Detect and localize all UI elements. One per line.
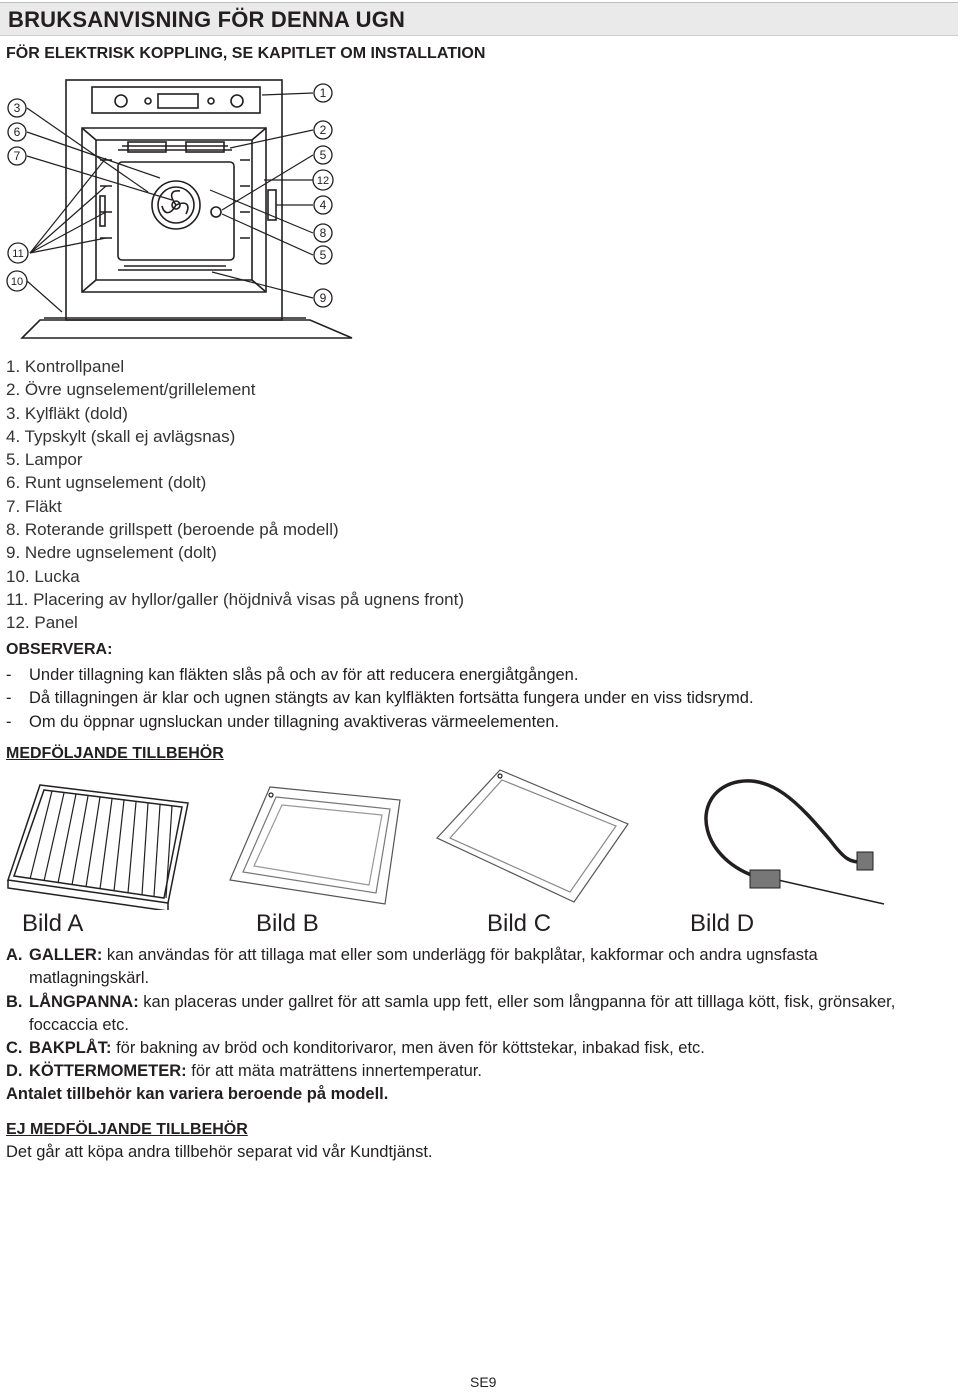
accessory-name: LÅNGPANNA: (29, 992, 139, 1011)
subtitle: FÖR ELEKTRISK KOPPLING, SE KAPITLET OM INSTALLATION (6, 45, 486, 62)
accessory-text: för att mäta maträttens innertemperatur. (186, 1062, 482, 1081)
page-number: SE9 (470, 1374, 497, 1390)
accessory-text: för bakning av bröd och konditorivaror, men även för köttstekar, inbakad fisk, etc. (111, 1039, 705, 1058)
observe-item: - Om du öppnar ugnsluckan under tillagning avaktiveras värmeelementen. (6, 711, 754, 734)
header-bar (0, 2, 958, 36)
callout-9: 9 (319, 291, 327, 305)
callout-4: 4 (319, 198, 327, 212)
part-item: 9. Nedre ugnselement (dolt) (6, 543, 217, 563)
accessory-key: C. (6, 1039, 23, 1058)
accessories-heading: MEDFÖLJANDE TILLBEHÖR (6, 745, 224, 762)
not-included-text: Det går att köpa andra tillbehör separat vid vår Kundtjänst. (6, 1143, 433, 1161)
callout-10: 10 (10, 276, 24, 288)
page-title: BRUKSANVISNING FÖR DENNA UGN (8, 7, 406, 32)
callout-5: 5 (319, 148, 327, 162)
drip-pan-illustration (230, 787, 400, 904)
accessories-illustration (0, 765, 960, 910)
accessory-name: GALLER: (29, 946, 103, 964)
part-item: 7. Fläkt (6, 496, 62, 516)
observe-list (6, 664, 754, 734)
observe-item: - Då tillagningen är klar och ugnen stängts av kan kylfläkten fortsätta fungera under en viss tidsrymd. (6, 687, 754, 710)
callout-6: 6 (13, 125, 21, 139)
part-item: 12. Panel (6, 613, 78, 633)
part-item: 10. Lucka (6, 566, 80, 586)
callout-7: 7 (13, 149, 21, 163)
accessory-description (6, 944, 906, 991)
callout-2: 2 (319, 123, 327, 137)
accessory-description (6, 1037, 906, 1060)
part-item: 11. Placering av hyllor/galler (höjdnivå visas på ugnens front) (6, 589, 464, 609)
part-item: 8. Roterande grillspett (beroende på modell) (6, 520, 339, 540)
callout-3: 3 (13, 101, 21, 115)
callout-1: 1 (319, 86, 327, 100)
not-included-heading: EJ MEDFÖLJANDE TILLBEHÖR (6, 1121, 248, 1138)
accessory-name: KÖTTERMOMETER: (29, 1062, 187, 1081)
callout-11: 11 (12, 248, 24, 260)
accessory-key: D. (6, 1062, 23, 1081)
accessory-description (6, 1060, 906, 1083)
part-item: 6. Runt ugnselement (dolt) (6, 473, 207, 493)
parts-list (6, 355, 464, 635)
callout-8: 8 (319, 226, 327, 240)
rack-illustration (8, 785, 188, 910)
accessory-text: kan placeras under gallret för att samla upp fett, eller som långpanna för att tilllaga kött, fisk, grönsaker, foccaccia etc. (29, 992, 896, 1034)
accessories-descriptions (6, 944, 906, 1084)
label-bild-c: Bild C (487, 910, 552, 937)
accessory-name: BAKPLÅT: (29, 1039, 112, 1058)
accessories-note: Antalet tillbehör kan variera beroende på modell. (6, 1085, 389, 1103)
label-bild-b: Bild B (256, 910, 319, 937)
baking-tray-illustration (437, 770, 628, 902)
observe-item: - Under tillagning kan fläkten slås på och av för att reducera energiåtgången. (6, 664, 754, 687)
part-item: 5. Lampor (6, 450, 83, 470)
part-item: 4. Typskylt (skall ej avlägsnas) (6, 426, 236, 446)
observe-title: OBSERVERA: (6, 641, 113, 658)
accessory-key: A. (6, 946, 23, 964)
label-bild-d: Bild D (690, 910, 755, 937)
accessory-description (6, 991, 906, 1038)
callout-5b: 5 (319, 248, 327, 262)
accessory-text: kan användas för att tillaga mat eller som underlägg för bakplåtar, kakformar och andra ugnsfasta matlagningskärl. (29, 946, 818, 988)
thermometer-illustration (706, 781, 884, 904)
label-bild-a: Bild A (22, 910, 84, 937)
callout-12: 12 (316, 175, 330, 187)
part-item: 1. Kontrollpanel (6, 357, 125, 376)
oven-diagram (0, 72, 360, 350)
part-item: 3. Kylfläkt (dold) (6, 403, 128, 423)
part-item: 2. Övre ugnselement/grillelement (6, 380, 256, 400)
accessory-key: B. (6, 992, 23, 1011)
